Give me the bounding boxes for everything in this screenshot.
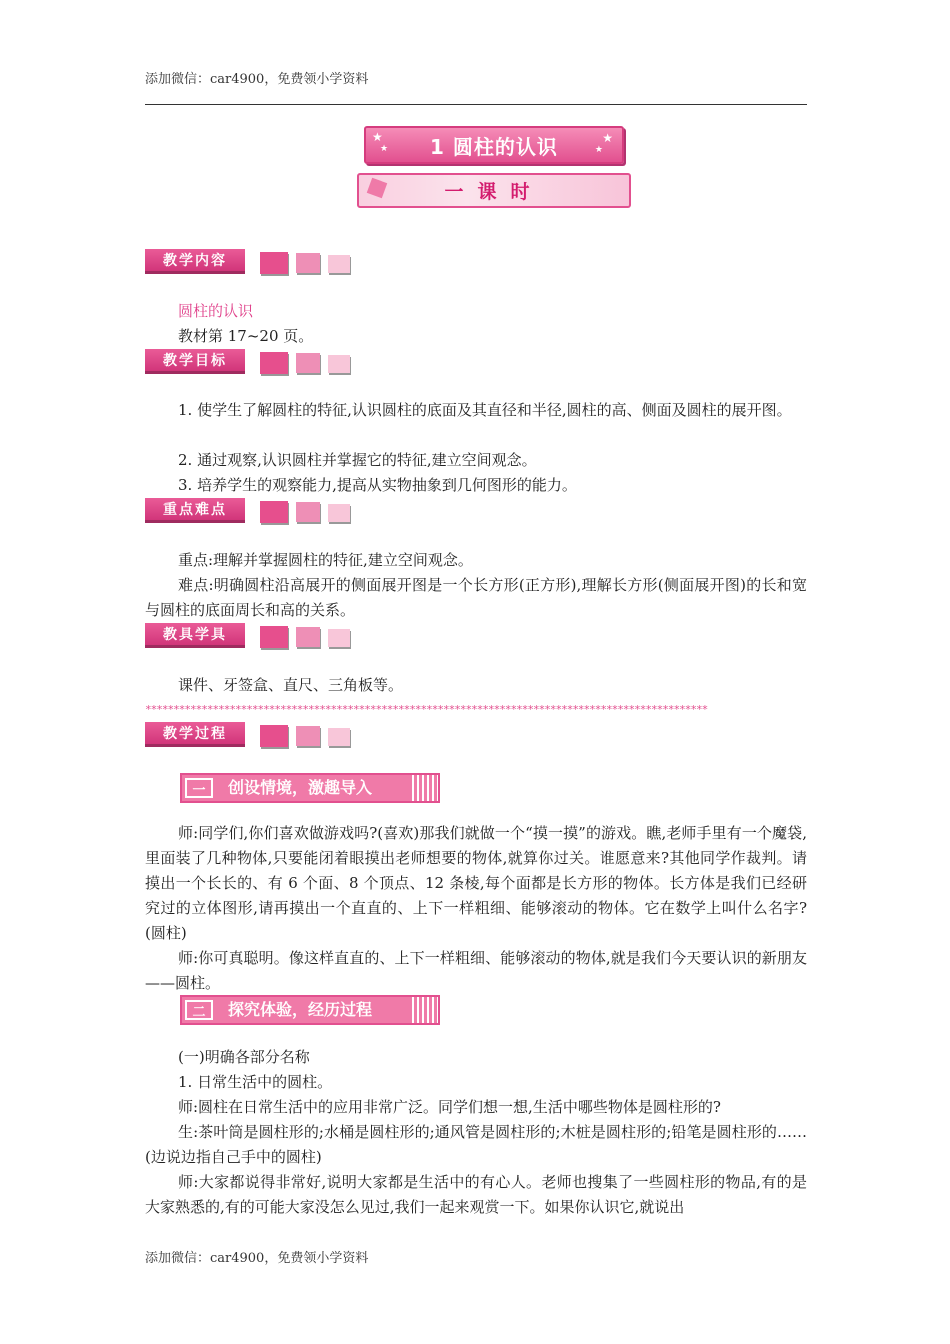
difficult-point: 难点:明确圆柱沿高展开的侧面展开图是一个长方形(正方形),理解长方形(侧面展开图)的长和宽与圆柱的底面周长和高的关系。 [145,576,807,619]
goal-item: 3. 培养学生的观察能力,提高从实物抽象到几何图形的能力。 [178,476,577,494]
square-icon [328,629,350,647]
lesson-banner [357,173,631,208]
section-label: 教学过程 [145,722,245,747]
goal-item: 2. 通过观察,认识圆柱并掌握它的特征,建立空间观念。 [178,451,537,469]
star-icon: ★ [372,130,384,144]
section-label: 教学目标 [145,349,245,374]
lesson-count: 一课时 [444,181,544,203]
part-header-1 [180,773,440,803]
part1-paragraph: 师:同学们,你们喜欢做游戏吗?(喜欢)那我们就做一个“摸一摸”的游戏。瞧,老师手里有一个魔袋,里面装了几种物体,只要能闭着眼摸出老师想要的物体,就算你过关。谁愿意来?其他同学作裁判。请摸出一个长长的、有 6 个面、8 个顶点、12 条棱,每个面都是长方形的物体。长方体是我们已经研究过的立体图形,请再摸出一个直直的、上下一样粗细、能够滚动的物体。它在数学上叫什么名字?(圆柱) [145,824,807,942]
square-icon [328,255,350,273]
part-header-2 [180,995,440,1025]
part-title: 创设情境，激趣导入 [228,778,373,797]
stripe-decoration [412,775,438,801]
tools-list: 课件、牙签盒、直尺、三角板等。 [178,676,404,694]
square-icon [260,725,288,747]
part2-line: 生:茶叶筒是圆柱形的;水桶是圆柱形的;通风管是圆柱形的;木桩是圆柱形的;铅笔是圆柱形的……(边说边指自己手中的圆柱) [145,1123,807,1166]
goal-item: 1. 使学生了解圆柱的特征,认识圆柱的底面及其直径和半径,圆柱的高、侧面及圆柱的展开图。 [178,401,792,419]
key-point: 重点:理解并掌握圆柱的特征,建立空间观念。 [178,551,473,569]
part1-paragraph: 师:你可真聪明。像这样直直的、上下一样粗细、能够滚动的物体,就是我们今天要认识的新朋友——圆柱。 [145,949,807,992]
square-icon [296,726,320,746]
section-label: 教具学具 [145,623,245,648]
star-icon: ★ [602,131,614,145]
diamond-icon [367,178,388,199]
star-icon: ★ [594,145,604,155]
square-icon [260,501,288,523]
square-icon [328,355,350,373]
stripe-decoration [412,997,438,1023]
part2-line: 师:大家都说得非常好,说明大家都是生活中的有心人。老师也搜集了一些圆柱形的物品,有的是大家熟悉的,有的可能大家没怎么见过,我们一起来观赏一下。如果你认识它,就说出 [145,1173,807,1216]
section-label: 教学内容 [145,249,245,274]
square-icon [328,504,350,522]
square-icon [296,502,320,522]
square-icon [296,353,320,373]
square-icon [296,627,320,647]
part-number: 一 [185,778,213,798]
content-topic: 圆柱的认识 [178,302,254,320]
part2-line: (一)明确各部分名称 [178,1048,310,1066]
square-icon [328,728,350,746]
section-label: 重点难点 [145,498,245,523]
content-pages: 教材第 17~20 页。 [178,327,314,345]
star-icon: ★ [380,144,390,154]
page-footer: 添加微信：car4900，免费领小学资料 [145,1251,369,1266]
square-icon [296,253,320,273]
part2-line: 1. 日常生活中的圆柱。 [178,1073,333,1091]
part2-line: 师:圆柱在日常生活中的应用非常广泛。同学们想一想,生活中哪些物体是圆柱形的? [178,1098,721,1116]
square-icon [260,252,288,274]
part-number: 二 [185,1000,213,1020]
star-separator: **************************************************************************************************** [145,703,708,715]
lesson-title: 1 圆柱的认识 [430,134,558,159]
square-icon [260,626,288,648]
header-rule [145,104,807,105]
part-title: 探究体验，经历过程 [228,1000,373,1019]
title-banner [364,126,624,164]
page-header: 添加微信：car4900，免费领小学资料 [145,72,369,87]
square-icon [260,352,288,374]
